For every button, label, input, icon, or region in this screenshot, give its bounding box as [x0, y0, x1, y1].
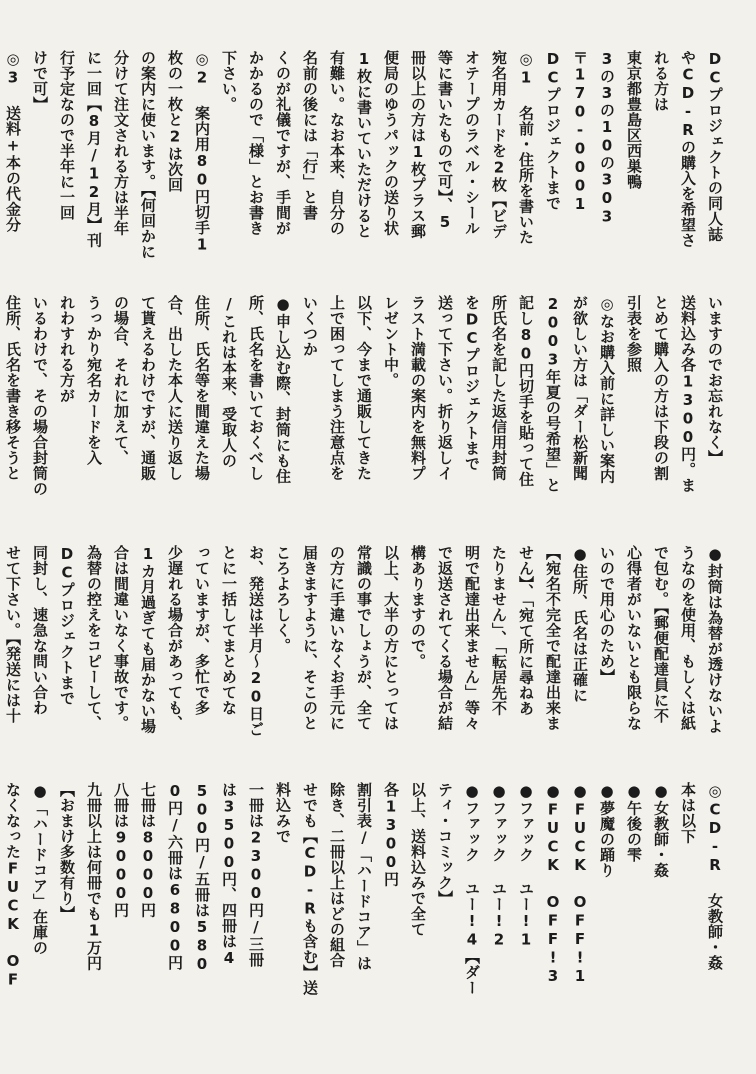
- text-block-top: DCプロジェクトの同人誌 やCD-Rの購入を希望さ れる方は 東京都豊島区西巣鴨 3の3の10の303 〒170-0001 DCプロジェクトまで ◎1 名前・住所を書いた 宛名用カードを2枚【ビデ オテープのラベル・シール 等に書いたもので可】、5 冊以上の方は1枚プラス郵 便局のゆうパックの送り状 1枚に書いていただけると 有難い。なお本来、自分の 名前の後には「行」と書 くのが礼儀ですが、手間が かかるので「様」とお書き 下さい。 ◎2 案内用80円切手1 枚の一枚と2は次回 の案内に使います。【何回かに 分けて注文される方は半年 に一回【8月/12月】刊 行予定なので半年に一回 けで可】 ◎3 送料+本の代金分: [4, 50, 724, 260]
- text-block-bottom: ◎CD-R 女教師・姦 本は以下 ●女教師・姦 ●午後の雫 ●夢魔の踊り ●FUCK OFF!1 ●FUCK OFF!3 ●ファック ユー!1 ●ファック ユー!2 ●ファック ユー!4【ダー ティ・コミック】 以上、送料込みで全て 各1300円 割引表/「ハードコア」は 除き、二冊以上はどの組合 せでも【CD-Rも含む】送 料込みで 一冊は2300円/三冊 は3500円、四冊は4 500円/五冊は580 0円/六冊は6800円 七冊は8000円 八冊は9000円 九冊以上は何冊でも1万円 【おまけ多数有り】 ●「ハードコア」在庫の なくなったFUCK OF: [4, 782, 724, 996]
- text-block-upper-middle: いますのでお忘れなく】 送料込み各1300円。ま とめて購入の方は下段の割 引表を参照 ◎なお購入前に詳しい案内 が欲しい方は「ダー松新聞 2003年夏の号希望」と 記し80円切手を貼って住 所氏名を記した返信用封筒 をDCプロジェクトまで 送って下さい。折り返しイ ラスト満載の案内を無料プ レゼント中。 以下、今まで通販してきた 上で困ってしまう注意点を いくつか ●申し込む際、封筒にも住 所、氏名を書いておくべし /これは本来、受取人の 住所、氏名等を間違えた場 合、出した本人に送り返し て貰えるわけですが、通販 の場合、それに加えて、 うっかり宛名カードを入 れわすれる方が いるわけで、その場合封筒の 住所、氏名を書き移そうと: [4, 295, 724, 497]
- text-block-lower-middle: ●封筒は為替が透けないよ うなのを使用、もしくは紙 で包む。【郵便配達員に不 心得者がいないとも限らな いので用心のため】 ●住所、氏名は正確に 【宛名不完全で配達出来ま せん】、「宛て所に尋ねあ たりません」、「転居先不 明で配達出来ません」等々 で返送されてくる場合が結 構ありますので。 以上、大半の方にとっては 常識の事でしょうが、全て の方に手違いなくお手元に 届きますように、そこのと ころよろしく。 お、発送は半月〜20日ご とに一括してまとめてな っていますが、多忙で多 少遅れる場合があっても、 1カ月過ぎても届かない場 合は間違いなく事故です。 為替の控えをコピーして、 DCプロジェクトまで 同封し、速急な問い合わ せて下さい。【発送には十: [4, 545, 724, 737]
